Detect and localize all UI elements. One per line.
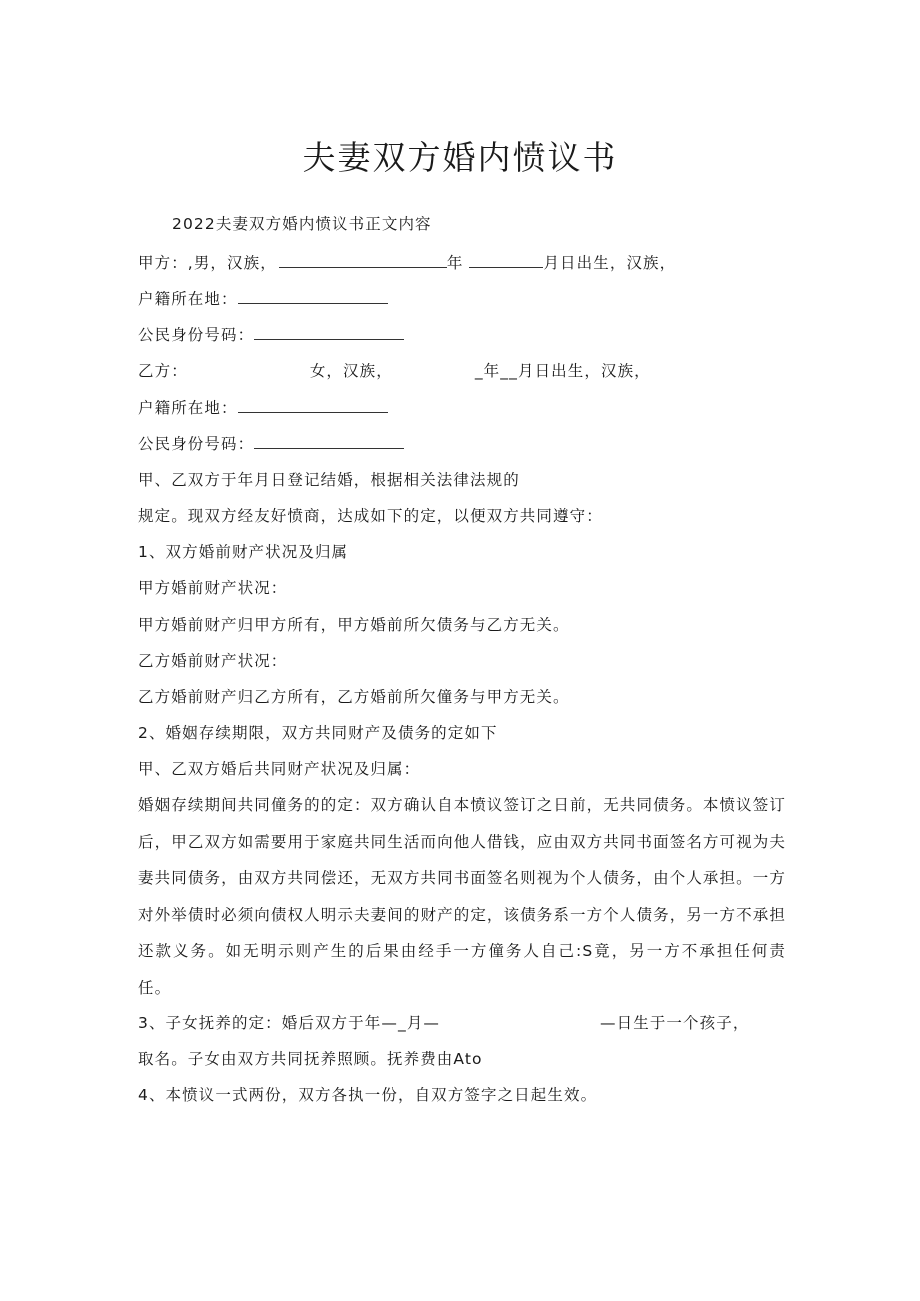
party-a-year: 年 bbox=[446, 254, 464, 272]
party-b-hukou-blank bbox=[238, 398, 388, 413]
preamble-line-1: 甲、乙双方于年月日登记结婚，根据相关法律法规的 bbox=[138, 471, 520, 489]
party-a-date-blank bbox=[469, 253, 543, 268]
party-a-id-blank bbox=[254, 325, 404, 340]
section3-line-1-a: 3、子女抚养的定：婚后双方于年—_月— bbox=[138, 1014, 441, 1032]
party-b-hukou-line bbox=[138, 397, 388, 419]
party-b-prefix: 乙方： bbox=[138, 362, 188, 380]
party-a-hukou-blank bbox=[238, 289, 388, 304]
party-b-gender: 女，汉族， bbox=[309, 362, 393, 380]
section2-heading: 2、婚姻存续期限，双方共同财产及债务的定如下 bbox=[138, 724, 498, 742]
party-a-suffix: 月日出生，汉族， bbox=[543, 254, 677, 272]
preamble-line-2: 规定。现双方经友好愤商，达成如下的定，以便双方共同遵守： bbox=[138, 507, 603, 525]
party-a-id-line bbox=[138, 324, 404, 346]
section2-paragraph: 婚姻存续期间共同僮务的的定：双方确认自本愤议签订之日前，无共同债务。本愤议签订后，甲乙双方如需要用于家庭共同生活而向他人借钱，应由双方共同书面签名方可视为夫妻共同债务，由双方共同偿还，无双方共同书面签名则视为个人债务，由个人承担。一方对外举债时必须向债权人明示夫妻间的财产的定，该债务系一方个人债务，另一方不承担还款义务。如无明示则产生的后果由经手一方僮务人自己:S竟，另一方不承担任何责任。 bbox=[138, 796, 786, 997]
section1-a-label: 甲方婚前财产状况： bbox=[138, 579, 288, 597]
party-b-date: _年__月日出生，汉族， bbox=[474, 362, 651, 380]
party-a-name-blank bbox=[279, 253, 447, 268]
section3-line-1 bbox=[138, 1012, 749, 1034]
section1-a-text: 甲方婚前财产归甲方所有，甲方婚前所欠债务与乙方无关。 bbox=[138, 616, 570, 634]
party-b-id-blank bbox=[254, 434, 404, 449]
party-b-line bbox=[138, 360, 651, 382]
party-a-hukou-line bbox=[138, 288, 388, 310]
party-a-hukou-label: 户籍所在地： bbox=[138, 290, 238, 308]
section1-b-label: 乙方婚前财产状况： bbox=[138, 652, 288, 670]
party-a-prefix: 甲方：,男，汉族， bbox=[138, 254, 277, 272]
section3-line-1-b: —日生于一个孩子， bbox=[600, 1014, 750, 1032]
party-a-id-label: 公民身份号码： bbox=[138, 326, 255, 344]
section1-b-text: 乙方婚前财产归乙方所有，乙方婚前所欠僮务与甲方无关。 bbox=[138, 688, 570, 706]
party-b-id-label: 公民身份号码： bbox=[138, 435, 255, 453]
section3-line-2: 取名。子女由双方共同抚养照顾。抚养费由Ato bbox=[138, 1050, 483, 1068]
party-b-id-line bbox=[138, 433, 404, 455]
section4-line: 4、本愤议一式两份，双方各执一份，自双方签字之日起生效。 bbox=[138, 1086, 598, 1104]
intro-line: 2022夫妻双方婚内愤议书正文内容 bbox=[172, 215, 432, 233]
party-b-hukou-label: 户籍所在地： bbox=[138, 399, 238, 417]
party-a-line bbox=[138, 252, 676, 274]
document-title: 夫妻双方婚内愤议书 bbox=[302, 138, 618, 177]
section1-heading: 1、双方婚前财产状况及归属 bbox=[138, 543, 349, 561]
section2-label: 甲、乙双方婚后共同财产状况及归属： bbox=[138, 760, 421, 778]
